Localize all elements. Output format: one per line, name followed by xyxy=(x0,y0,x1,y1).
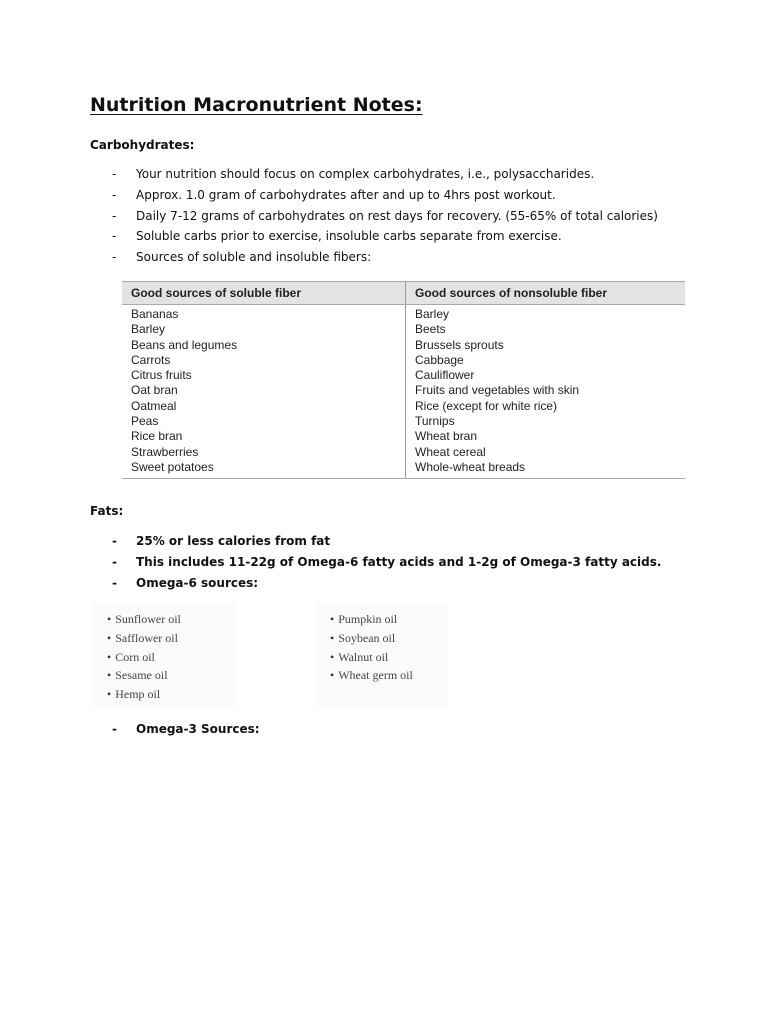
list-item xyxy=(112,552,661,573)
list-item: • Soybean oil xyxy=(330,629,448,648)
list-item xyxy=(112,247,658,268)
carbohydrates-bullet-list xyxy=(112,164,658,268)
fats-heading: Fats: xyxy=(90,504,124,518)
bullet-text: This includes 11-22g of Omega-6 fatty acids and 1-2g of Omega-3 fatty acids. xyxy=(136,554,662,569)
table-cell: Rice (except for white rice) xyxy=(406,399,686,414)
list-item: • Corn oil xyxy=(107,648,235,667)
table-cell: Oat bran xyxy=(131,383,178,398)
list-item xyxy=(112,531,661,552)
bullet-text: Approx. 1.0 gram of carbohydrates after and up to 4hrs post workout. xyxy=(136,187,556,202)
table-row xyxy=(122,429,685,444)
list-item: • Sunflower oil xyxy=(107,610,235,629)
list-item xyxy=(112,206,658,227)
bullet-text: Omega-3 Sources: xyxy=(136,722,260,736)
omega6-sources-column-2 xyxy=(316,603,448,707)
list-item xyxy=(112,185,658,206)
table-row xyxy=(122,322,685,337)
list-item: • Sesame oil xyxy=(107,666,235,685)
bullet-dash: - xyxy=(112,534,117,548)
bullet-dash: - xyxy=(112,167,117,181)
table-cell: Fruits and vegetables with skin xyxy=(406,383,686,398)
table-cell: Barley xyxy=(406,305,686,323)
carbohydrates-heading: Carbohydrates: xyxy=(90,138,195,152)
list-item: • Pumpkin oil xyxy=(330,610,448,629)
table-cell: Whole-wheat breads xyxy=(406,460,686,479)
bullet-text: Omega-6 sources: xyxy=(136,575,259,590)
bullet-dash: - xyxy=(112,208,117,223)
table-cell: Bananas xyxy=(131,307,179,321)
table-cell: Cabbage xyxy=(406,353,686,368)
table-header-row xyxy=(122,282,685,305)
bullet-text: Sources of soluble and insoluble fibers: xyxy=(136,250,372,265)
table-cell: Sweet potatoes xyxy=(122,460,406,479)
table-row xyxy=(122,353,685,368)
bullet-dash: - xyxy=(112,250,117,265)
bullet-dash: - xyxy=(112,554,117,569)
table-cell: Strawberries xyxy=(131,444,199,459)
fiber-sources-table xyxy=(122,281,685,479)
bullet-text: Your nutrition should focus on complex carbohydrates, i.e., polysaccharides. xyxy=(136,167,595,181)
list-item: • Walnut oil xyxy=(330,648,448,667)
table-cell: Carrots xyxy=(131,352,171,367)
table-cell: Citrus fruits xyxy=(131,368,192,383)
table-cell: Barley xyxy=(131,322,166,337)
table-row xyxy=(122,305,685,323)
list-item xyxy=(112,226,658,247)
table-row xyxy=(122,368,685,383)
table-row xyxy=(122,399,685,414)
list-item: • Wheat germ oil xyxy=(330,666,448,685)
table-row xyxy=(122,414,685,429)
bullet-text: Soluble carbs prior to exercise, insoluble carbs separate from exercise. xyxy=(136,229,562,244)
table-cell: Beets xyxy=(406,322,686,337)
list-item xyxy=(112,573,661,594)
list-item: • Hemp oil xyxy=(107,685,235,704)
table-cell: Wheat bran xyxy=(406,429,686,444)
table-row xyxy=(122,460,685,479)
bullet-dash: - xyxy=(112,575,117,590)
bullet-text: 25% or less calories from fat xyxy=(136,534,331,548)
bullet-dash: - xyxy=(112,229,117,244)
omega6-sources-column-1 xyxy=(93,603,235,707)
table-cell: Oatmeal xyxy=(131,398,177,413)
bullet-dash: - xyxy=(112,722,117,736)
table-cell: Cauliflower xyxy=(406,368,686,383)
table-cell: Wheat cereal xyxy=(406,445,686,460)
list-item xyxy=(112,164,658,185)
table-row xyxy=(122,338,685,353)
nonsoluble-fiber-header: Good sources of nonsoluble fiber xyxy=(406,282,686,305)
table-cell: Beans and legumes xyxy=(131,337,238,352)
omega3-bullet-list xyxy=(112,719,260,740)
table-cell: Brussels sprouts xyxy=(406,338,686,353)
table-cell: Rice bran xyxy=(131,429,183,444)
table-row xyxy=(122,383,685,398)
table-row xyxy=(122,445,685,460)
table-cell: Turnips xyxy=(406,414,686,429)
page-title: Nutrition Macronutrient Notes: xyxy=(90,94,423,116)
list-item: • Safflower oil xyxy=(107,629,235,648)
table-cell: Peas xyxy=(131,414,159,429)
list-item xyxy=(112,719,260,740)
soluble-fiber-header: Good sources of soluble fiber xyxy=(122,282,406,305)
fats-bullet-list xyxy=(112,531,661,593)
bullet-dash: - xyxy=(112,187,117,202)
bullet-text: Daily 7-12 grams of carbohydrates on rest days for recovery. (55-65% of total calories) xyxy=(136,208,658,223)
